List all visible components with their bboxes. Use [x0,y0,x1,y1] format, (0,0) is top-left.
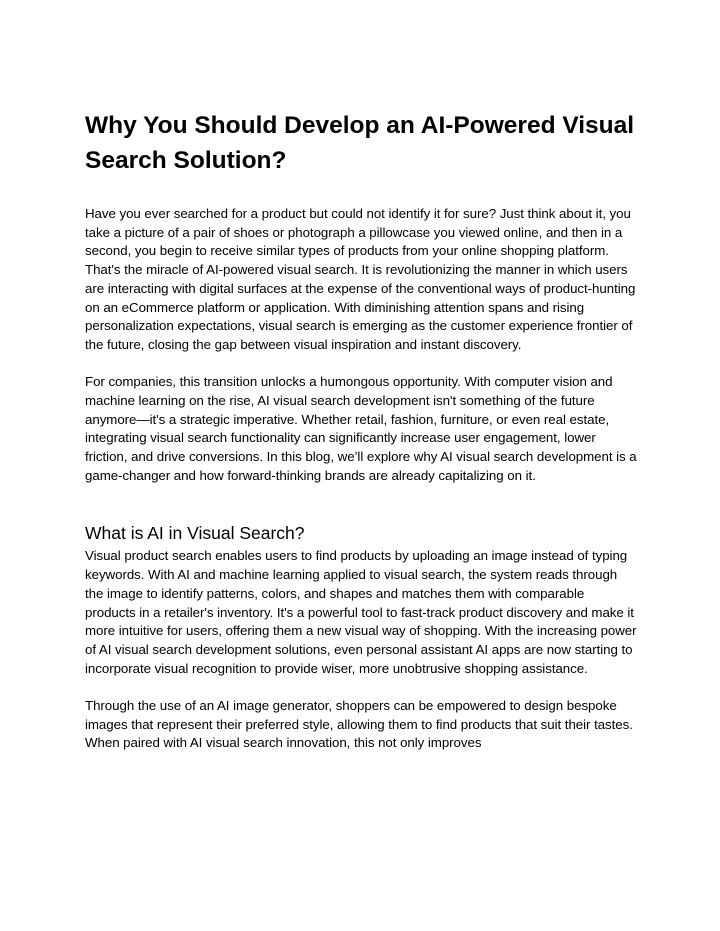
document-body [85,108,637,753]
section-paragraph-1: Visual product search enables users to find products by uploading an image instead of typing keywords. With AI and machine learning applied to visual search, the system reads through the image to identify patterns, colors, and shapes and matches them with comparable products in a retailer's inventory. It's a powerful tool to fast-track product discovery and make it more intuitive for users, offering them a new visual way of shopping. With the increasing power of AI visual search development solutions, even personal assistant AI apps are now starting to incorporate visual recognition to provide wiser, more unobtrusive shopping assistance. [85,548,637,676]
page-title: Why You Should Develop an AI-Powered Visual Search Solution? [85,112,635,174]
intro-paragraph-2: For companies, this transition unlocks a humongous opportunity. With computer vision and machine learning on the rise, AI visual search development isn't something of the future anymore—it's a strategic imperative. Whether retail, fashion, furniture, or even real estate, integrating visual search functionality can significantly increase user engagement, lower friction, and drive conversions. In this blog, we’ll explore why AI visual search development is a game-changer and how forward-thinking brands are already capitalizing on it. [85,374,637,483]
intro-paragraph-1: Have you ever searched for a product but could not identify it for sure? Just think about it, you take a picture of a pair of shoes or photograph a pillowcase you viewed online, and then in a second, you begin to receive similar types of products from your online shopping platform. That's the miracle of AI-powered visual search. It is revolutionizing the manner in which users are interacting with digital surfaces at the expense of the conventional ways of product-hunting on an eCommerce platform or application. With diminishing attention spans and rising personalization expectations, visual search is emerging as the customer experience frontier of the future, closing the gap between visual inspiration and instant discovery. [85,206,636,352]
section-heading: What is AI in Visual Search? [85,523,305,544]
section-paragraph-2: Through the use of an AI image generator, shoppers can be empowered to design bespoke images that represent their preferred style, allowing them to find products that suit their tastes. When paired with AI visual search innovation, this not only improves [85,697,633,751]
